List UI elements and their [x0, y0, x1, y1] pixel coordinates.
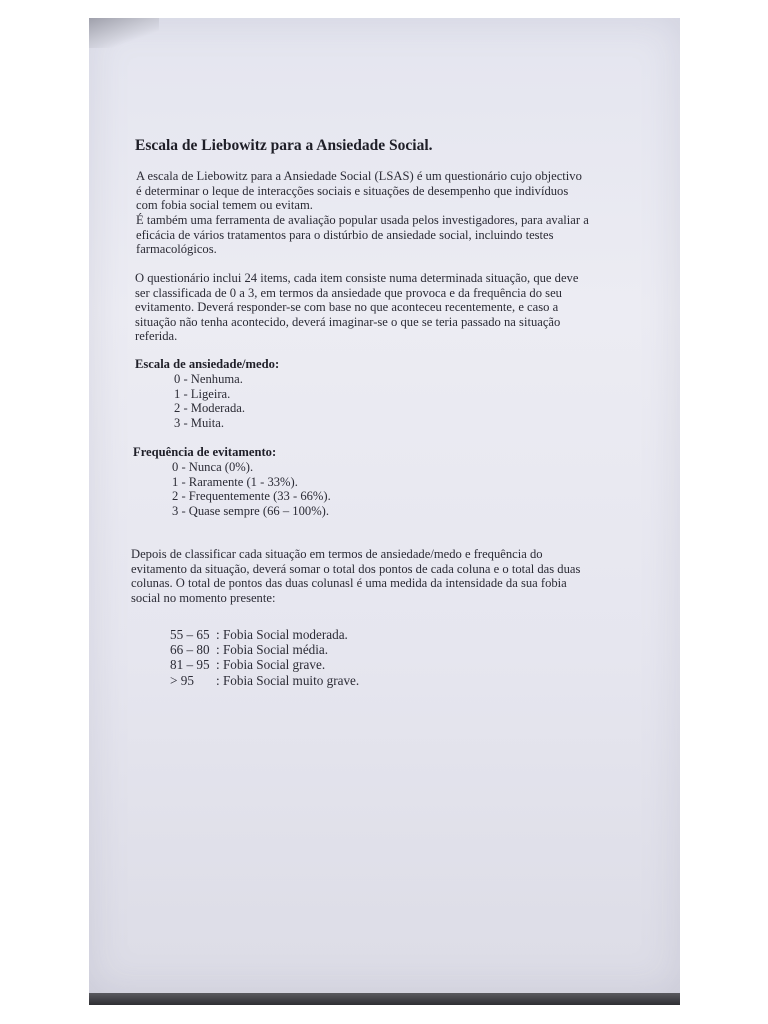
table-row — [170, 657, 359, 672]
text-line: evitamento da situação, deverá somar o total dos pontos de cada coluna e o total das duas — [131, 561, 581, 576]
score-label: : Fobia Social grave. — [216, 657, 326, 673]
score-ranges-table — [170, 627, 359, 688]
score-label: : Fobia Social muito grave. — [216, 672, 360, 688]
text-line: ser classificada de 0 a 3, em termos da ansiedade que provoca e da frequência do seu — [135, 285, 562, 300]
list-item: 1 - Ligeira. — [174, 386, 231, 401]
folded-corner — [89, 18, 159, 48]
text-line: farmacológicos. — [136, 242, 217, 257]
text-line: colunas. O total de pontos das duas colunasl é uma medida da intensidade da sua fobia — [131, 576, 567, 591]
intro-paragraph-1 — [136, 169, 582, 213]
list-item: 0 - Nunca (0%). — [172, 460, 254, 474]
score-label: : Fobia Social moderada. — [216, 627, 348, 642]
table-surface-edge — [89, 993, 680, 1005]
text-line: referida. — [135, 329, 178, 344]
intro-paragraph-2 — [136, 213, 589, 257]
list-item: 2 - Frequentemente (33 - 66%). — [172, 489, 331, 504]
table-row — [170, 673, 359, 688]
table-row — [170, 627, 359, 642]
anxiety-scale-list — [174, 372, 245, 430]
text-line: é determinar o leque de interacções sociais e situações de desempenho que indivíduos — [136, 183, 569, 198]
score-range: 81 – 95 — [170, 657, 210, 673]
document-title: Escala de Liebowitz para a Ansiedade Social. — [135, 137, 433, 154]
anxiety-scale-heading: Escala de ansiedade/medo: — [135, 357, 280, 371]
paper-sheet — [89, 18, 680, 993]
text-line: social no momento presente: — [131, 590, 276, 605]
photo-frame — [89, 18, 680, 1005]
list-item: 3 - Muita. — [174, 415, 225, 430]
text-line: eficácia de vários tratamentos para o distúrbio de ansiedade social, incluindo testes — [136, 227, 554, 242]
text-line: Depois de classificar cada situação em termos de ansiedade/medo e frequência do — [131, 547, 543, 561]
score-range: 66 – 80 — [170, 642, 210, 658]
score-range: 55 – 65 — [170, 627, 210, 642]
text-line: evitamento. Deverá responder-se com base no que aconteceu recentemente, e caso a — [135, 300, 559, 315]
list-item: 3 - Quase sempre (66 – 100%). — [172, 503, 330, 518]
text-line: O questionário inclui 24 items, cada item consiste numa determinada situação, que deve — [135, 271, 579, 285]
text-line: com fobia social temem ou evitam. — [136, 198, 313, 213]
list-item: 1 - Raramente (1 - 33%). — [172, 474, 298, 489]
text-line: A escala de Liebowitz para a Ansiedade Social (LSAS) é um questionário cujo objectivo — [136, 169, 582, 183]
text-line: situação não tenha acontecido, deverá imaginar-se o que se teria passado na situação — [135, 314, 561, 329]
list-item: 0 - Nenhuma. — [174, 372, 243, 386]
table-row — [170, 642, 359, 657]
intro-paragraph-3 — [135, 271, 578, 344]
list-item: 2 - Moderada. — [174, 401, 245, 416]
summary-paragraph — [131, 547, 580, 605]
text-line: É também uma ferramenta de avaliação popular usada pelos investigadores, para avaliar a — [136, 213, 589, 227]
avoidance-scale-heading: Frequência de evitamento: — [133, 445, 277, 459]
avoidance-scale-list — [172, 460, 331, 518]
score-range: > 95 — [170, 672, 194, 688]
score-label: : Fobia Social média. — [216, 642, 329, 658]
